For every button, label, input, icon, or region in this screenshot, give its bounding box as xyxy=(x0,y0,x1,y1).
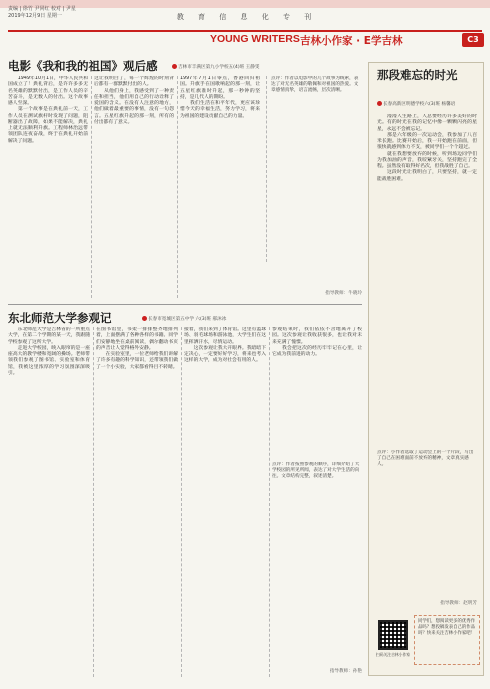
article-column: 东北师范大学是吉林省的一所重点大学，在第二个学期的某一天，我跟随学校参观了这所大学。 走进大学校园，映入眼帘的是一座座高大的教学楼和宽阔的操场。老师带领我们参观了图书馆、实验室和体育馆，我被这里浓厚的学习氛围深深吸引。 xyxy=(8,327,90,376)
column-divider xyxy=(177,76,178,298)
advisor-credit: 指导教师：孙艳 xyxy=(329,669,362,674)
comment-box xyxy=(272,462,362,662)
promo-box xyxy=(414,615,480,665)
article-column: 接着，我们来到了体育馆。这里有篮球场、羽毛球场和游泳池，大学生们在这里挥洒汗水，尽情运动。 这次参观让我大开眼界。我暗暗下定决心，一定要好好学习，将来也考入这样的大学，成为对社会有用的人。 xyxy=(184,327,266,364)
brand-english: YOUNG WRITERS xyxy=(210,33,300,45)
brand-chinese: 吉林小作家 · E学吉林 xyxy=(300,35,403,47)
section-title: 教 育 信 息 化 专 刊 xyxy=(176,13,318,21)
column-divider xyxy=(269,327,270,677)
qr-code-icon[interactable] xyxy=(378,620,408,650)
column-divider xyxy=(91,76,92,298)
article-column: 1949年10月1日，中华人民共和国成立了！典礼背后，是许许多多无名英雄的默默付出，是工作人员的辛苦奋斗，是无数人的付出。这个故事感人至深。 第一个故事是在典礼前一天，工作人员在测试旗杆时发现了问题，阻断器出了故障，如果不能解决，典礼上就无法顺利升旗。工程师林治远带领团队连夜奋战，终于在典礼开始前解决了问题。 xyxy=(8,76,88,144)
header-rule xyxy=(8,30,482,32)
article-title: 东北师范大学参观记 xyxy=(8,311,112,325)
promo-text: 同学们，想阅读更多的优秀作品吗？想投稿发表自己的作品吗？快来关注吉林小作家吧！ xyxy=(418,619,476,636)
comment-text: 点评：作者以电影中的几个故事为线索，表达了对无名英雄的敬佩和对祖国的热爱。文章感情真挚，语言流畅，层次清晰。 xyxy=(271,76,359,94)
author-pin-icon xyxy=(172,64,177,69)
author-pin-icon xyxy=(142,316,147,321)
byline-text: 长春市宽城区第五中学 六(3)班 郝沐冰 xyxy=(148,317,227,322)
column-divider xyxy=(93,327,94,677)
article-title: 电影《我和我的祖国》观后感 xyxy=(8,59,158,73)
byline-text: 吉林市丰满区第九小学校五(4)班 王静雯 xyxy=(178,65,260,70)
header-meta-line: 责编 | 徐竹 尹同红 校对 | 尹星 xyxy=(8,6,76,12)
sidebar-title: 那段难忘的时光 xyxy=(377,68,458,82)
byline-text: 长春高新区明德学校六(3)班 杨馨语 xyxy=(383,102,456,107)
sidebar-byline xyxy=(377,101,455,107)
article-column: 1997年7月1日零点，香港回归祖国。升旗手在国歌响起的那一刻，让五星红旗准时升起，那一秒钟的坚持，是几代人的期盼。 我们生活在和平年代，更应该珍惜今天的幸福生活，努力学习，将来为祖国的建设贡献自己的力量。 xyxy=(180,76,260,119)
article-byline xyxy=(142,316,226,322)
advisor-credit: 指导教师：赵明芳 xyxy=(440,601,477,606)
page-number-badge: C3 xyxy=(462,33,484,47)
article-column: 在图书馆里，书架一排排整齐地排列着，上面摆满了各种各样的书籍。同学们安静地坐在桌前阅读，偶尔翻动书页的声音让人觉得格外安静。 在实验室里，一位老师给我们讲解了许多有趣的科学知识，还带领我们做了一个小实验，大家都看得目不转睛。 xyxy=(96,327,178,370)
article-byline xyxy=(172,64,259,70)
comment-text: 点评：小作者选取了运动会上的一个片段，写出了自己在困难面前不放弃的精神，文章真实感人。 xyxy=(377,450,474,468)
section-divider xyxy=(8,304,362,305)
advisor-credit: 指导教师：牛晓玲 xyxy=(325,291,362,296)
sidebar-comment xyxy=(377,450,477,590)
comment-box xyxy=(266,76,362,262)
qr-caption: 扫码关注吉林小作家 xyxy=(375,652,411,657)
author-pin-icon xyxy=(377,101,382,106)
article-column: 参观结束时，我们依依不舍地离开了校园。这次参观让我收获很多，也让我对未来充满了憧憬。 我会把这次的经历牢牢记在心里，让它成为我前进的动力。 xyxy=(272,327,362,357)
comment-text: 点评：作者按照参观的顺序，详细介绍了大学校园的所见所闻，表达了对大学生活的向往。文章结构完整，叙述清楚。 xyxy=(272,462,360,480)
sidebar-body: 漫漫人生路上，人总要经历许多美好的时光。有的时光在我的记忆中像一颗颗闪亮的星星，永远不会被忘记。 那是六年级的一次运动会，我参加了八百米长跑。比赛开始后，我一开始跑在前面，但很快就感到体力不支，被同学们一个个超过。 就在我想要放弃的时候，听到场边同学们为我加油的声音，我咬紧牙关，坚持跑完了全程。虽然没有取得好名次，但我战胜了自己。 这段时光让我明白了，只要坚持，就一定能战胜困难。 xyxy=(377,114,477,182)
header-meta-line: 2019年12月9日 星期一 xyxy=(8,13,62,19)
article-column: 这让我明白了，每一个辉煌的时刻背后都有一群默默付出的人。 从他们身上，我感受到了一种责任和担当，他们用自己的行动诠释了爱国的含义。在没有人注意的地方，他们做着最重要的事情，没有一句怨言。五星红旗升起的那一刻，所有的付出都有了意义。 xyxy=(94,76,174,125)
column-divider xyxy=(181,327,182,677)
